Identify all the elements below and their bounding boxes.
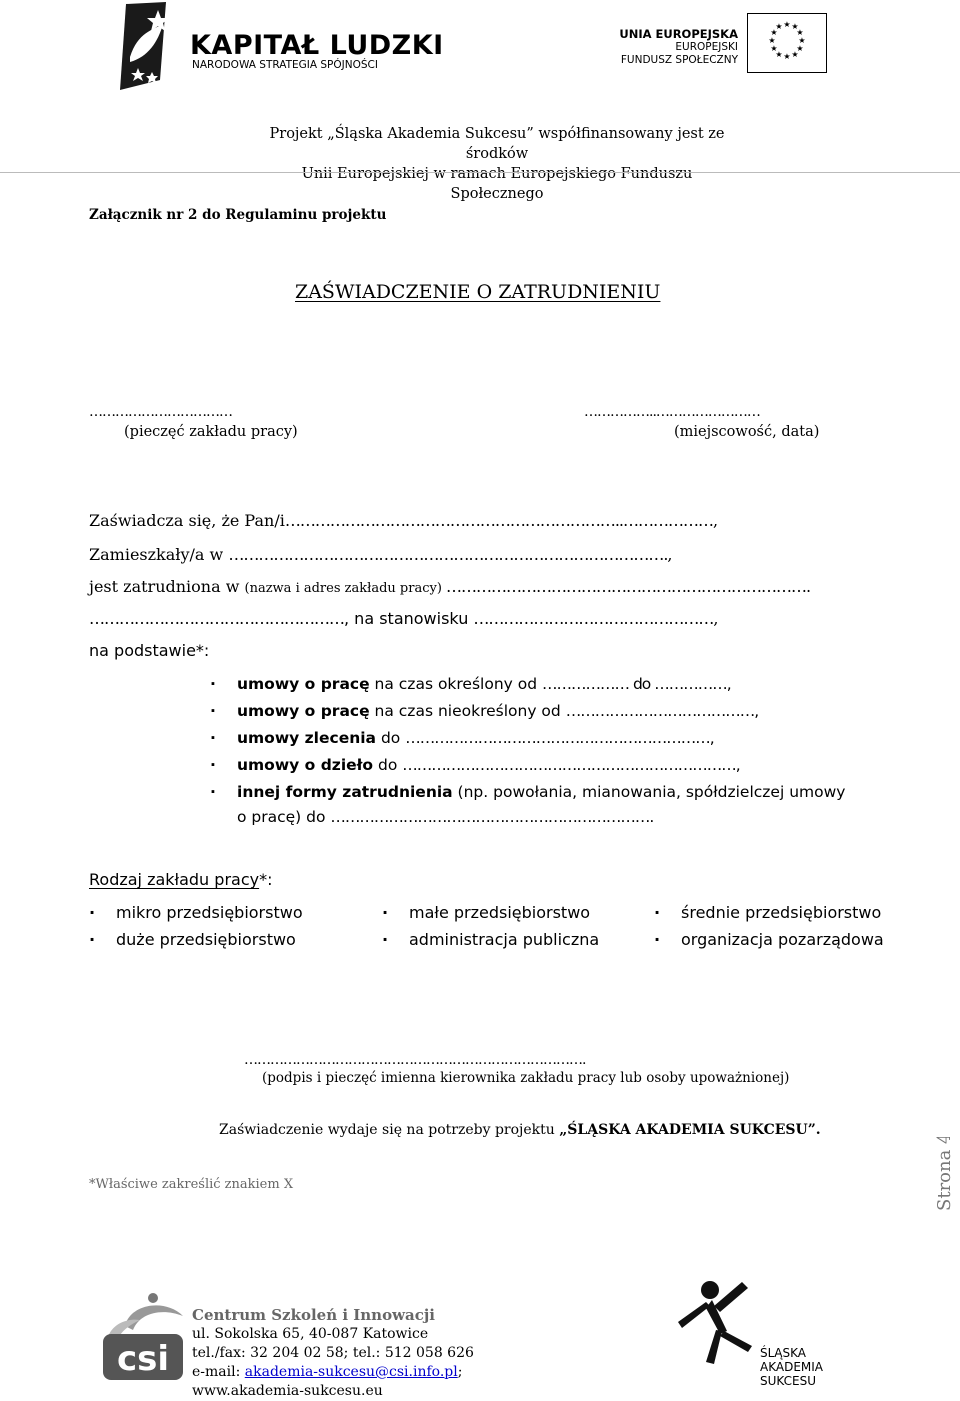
workplace-option[interactable] [89,930,296,949]
workplace-option-label: małe przedsiębiorstwo [409,903,591,922]
bullet-icon: · [89,930,96,949]
contract-detail-cont: o pracę) do [237,808,331,826]
sas-line2: AKADEMIA [760,1360,823,1374]
bullet-icon: · [210,702,216,720]
workplace-option[interactable] [89,903,303,922]
line-residence [89,545,673,564]
center-website: www.akademia-sukcesu.eu [192,1383,383,1399]
contract-option[interactable] [210,756,741,774]
contract-type: innej formy zatrudnienia [237,783,453,801]
workplace-option-label: organizacja pozarządowa [681,930,884,949]
contract-detail: do [373,756,403,774]
workplace-option[interactable] [382,903,590,922]
signature-caption: (podpis i pieczęć imienna kierownika zakładu pracy lub osoby upoważnionej) [262,1070,790,1086]
kapital-ludzki-title: KAPITAŁ LUDZKI [190,30,444,61]
slaska-akademia-logo-text [760,1346,823,1388]
svg-text:★: ★ [783,52,791,61]
eu-label-line2: EUROPEJSKI [675,41,738,53]
jumping-figure-logo [672,1276,772,1388]
contract-end: , [726,675,732,693]
contract-detail: na czas określony od [369,675,543,693]
issued-project: „ŚLĄSKA AKADEMIA SUKCESU”. [559,1122,821,1138]
residence-field[interactable]: ……………………………………………………………………………. [228,545,668,564]
center-phones: tel./fax: 32 204 02 58; tel.: 512 058 626 [192,1345,474,1361]
project-funding-note [257,124,737,204]
bullet-icon: · [210,783,216,801]
bullet-icon: · [382,930,389,949]
page-label-text: Strona 4 [934,1137,955,1211]
contract-dates-field[interactable]: …………………………………………………………… [402,756,736,774]
center-name: Centrum Szkoleń i Innowacji [192,1306,435,1324]
employer-field-cont[interactable]: …………………………………………… [89,609,344,628]
employer-field[interactable]: ………………………………………………………………. [441,577,811,596]
document-title: ZAŚWIADCZENIE O ZATRUDNIENIU [295,281,661,303]
bullet-icon: · [89,903,96,922]
contract-option[interactable] [210,675,732,693]
line-residence-end: , [667,545,673,564]
svg-text:★: ★ [796,28,804,37]
svg-text:★: ★ [796,44,804,53]
header-divider [0,172,960,173]
center-email-prefix: e-mail: [192,1364,245,1380]
workplace-option[interactable] [382,930,599,949]
contract-type: umowy o dzieło [237,756,374,774]
page-label [920,1137,960,1217]
line-position-end: , [713,609,719,628]
workplace-option[interactable] [654,903,881,922]
workplace-type-suffix: *: [259,870,273,889]
contract-type: umowy o pracę [237,675,370,693]
line-basis: na podstawie*: [89,641,210,660]
svg-text:★: ★ [798,36,806,45]
kapital-ludzki-subtitle: NARODOWA STRATEGIA SPÓJNOŚCI [192,59,378,71]
project-funding-line2: Unii Europejskiej w ramach Europejskiego Funduszu Społecznego [301,166,693,202]
position-field[interactable]: ………………………………………… [473,609,714,628]
line-residence-label: Zamieszkały/a w [89,545,229,564]
contract-type: umowy o pracę [237,702,370,720]
svg-text:★: ★ [791,22,799,31]
contract-dates-field[interactable]: ………………………………… [565,702,755,720]
contract-type: umowy zlecenia [237,729,377,747]
workplace-type-heading [89,870,272,889]
contract-dates-field[interactable]: ……………… do …………… [542,675,727,693]
contract-end: , [754,702,760,720]
line-position [89,609,719,628]
line-employee-name [89,511,718,530]
bullet-icon: · [382,903,389,922]
svg-text:★: ★ [775,22,783,31]
center-email-link[interactable]: akademia-sukcesu@csi.info.pl [244,1364,458,1380]
place-date-caption: (miejscowość, data) [674,424,820,440]
eu-flag-icon [747,13,827,73]
contract-detail: na czas nieokreślony od [369,702,566,720]
contract-option[interactable] [210,783,845,801]
workplace-option[interactable] [654,930,884,949]
svg-text:★: ★ [770,28,778,37]
project-funding-line1: Projekt „Śląska Akademia Sukcesu” współfinansowany jest ze środków [269,126,725,162]
svg-text:★: ★ [768,36,776,45]
line-employer-label: jest zatrudniona w [89,577,245,596]
contract-option[interactable] [210,729,715,747]
eu-label [618,28,738,67]
bullet-icon: · [210,756,216,774]
footer-contact [192,1306,474,1401]
workplace-option-label: mikro przedsiębiorstwo [116,903,303,922]
svg-text:★: ★ [791,50,799,59]
bullet-icon: · [654,903,661,922]
contract-end: , [709,729,715,747]
line-employee-name-end: , [713,511,719,530]
contract-option-cont [237,808,654,826]
svg-text:★: ★ [770,44,778,53]
bullet-icon: · [210,729,216,747]
line-employee-name-label: Zaświadcza się, że Pan/i [89,511,285,530]
contract-dates-field[interactable]: ………………………………………………………… [330,808,650,826]
workplace-option-label: duże przedsiębiorstwo [116,930,296,949]
kapital-ludzki-emblem [108,2,183,90]
sas-line3: SUKCESU [760,1374,816,1388]
workplace-option-label: administracja publiczna [409,930,600,949]
issued-note [219,1122,821,1138]
annex-label: Załącznik nr 2 do Regulaminu projektu [89,207,387,223]
center-email-suffix: ; [457,1364,463,1380]
stamp-dots: …………………………… [89,404,232,420]
signature-field[interactable]: ……………………………………………………………………. [244,1052,586,1068]
workplace-option-label: średnie przedsiębiorstwo [681,903,882,922]
line-position-label: , na stanowisku [344,609,474,628]
issued-text: Zaświadczenie wydaje się na potrzeby projektu [219,1122,560,1138]
contract-dates-field[interactable]: ……………………………………………………… [405,729,710,747]
svg-text:★: ★ [775,50,783,59]
contract-end: . [649,808,655,826]
csi-logo-text: csi [116,1339,170,1379]
sas-line1: ŚLĄSKA [760,1346,806,1360]
bullet-icon: · [210,675,216,693]
footnote: *Właściwe zakreślić znakiem X [89,1177,294,1192]
contract-detail: do [376,729,406,747]
workplace-type-label: Rodzaj zakładu pracy [89,870,260,889]
line-employer [89,577,810,596]
center-address: ul. Sokolska 65, 40-087 Katowice [192,1326,429,1342]
contract-option[interactable] [210,702,759,720]
eu-label-line3: FUNDUSZ SPOŁECZNY [620,54,738,66]
line-employer-hint: (nazwa i adres zakładu pracy) [244,581,442,596]
bullet-icon: · [654,930,661,949]
svg-text:★: ★ [783,20,791,29]
center-email-line [192,1363,474,1382]
eu-label-line1: UNIA EUROPEJSKA [619,27,738,41]
employee-name-field[interactable]: …………………………………………………………..……………… [284,511,713,530]
contract-detail: (np. powołania, mianowania, spółdzielczej umowy [452,783,846,801]
contract-end: , [735,756,741,774]
csi-logo [95,1286,190,1386]
place-date-dots: ……………..…………………… [584,404,760,420]
stamp-caption: (pieczęć zakładu pracy) [124,424,298,440]
